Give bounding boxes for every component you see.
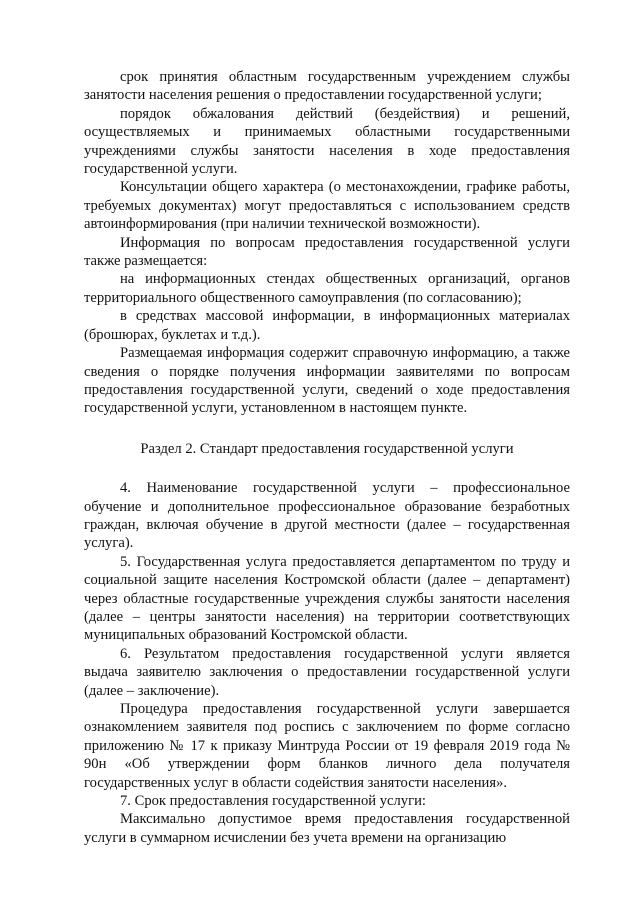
paragraph-info-stands: на информационных стендах общественных организаций, органов территориального общественного самоуправления (по согласованию); bbox=[84, 271, 570, 306]
paragraph-service-name: 4. Наименование государственной услуги – профессиональное обучение и дополнительное профессиональное образование безработных граждан, включая обучение в другой местности (далее – государственная услуга). bbox=[84, 480, 570, 552]
paragraph-procedure-completion: Процедура предоставления государственной услуги завершается ознакомлением заявителя под роспись с заключением по форме согласно приложению № 17 к приказу Минтруда России от 19 февраля 2019 года № 90н «Об утверждении форм бланков личного дела получателя государственных услуг в области содействия занятости населения». bbox=[84, 701, 570, 791]
paragraph-posted-info: Размещаемая информация содержит справочную информацию, а также сведения о порядке получения информации заявителями по вопросам предоставления государственной услуги, сведений о ходе предоставления государственной услуги, установленном в настоящем пункте. bbox=[84, 345, 570, 417]
paragraph-service-provider: 5. Государственная услуга предоставляется департаментом по труду и социальной защите населения Костромской области (далее – департамент) через областные государственные учреждения службы занятости населения (далее – центры занятости населения) на территории соответствующих муниципальных образований Костромской области. bbox=[84, 553, 570, 644]
paragraph-max-time: Максимально допустимое время предоставления государственной услуги в суммарном исчислении без учета времени на организацию bbox=[84, 811, 570, 846]
paragraph-info-placement: Информация по вопросам предоставления государственной услуги также размещается: bbox=[84, 234, 570, 270]
section-heading: Раздел 2. Стандарт предоставления государственной услуги bbox=[140, 440, 514, 457]
paragraph-general-consultations: Консультации общего характера (о местонахождении, графике работы, требуемых документах) могут предоставляться с использованием средств автоинформирования (при наличии технической возможности). bbox=[84, 179, 570, 233]
paragraph-appeal-procedure: порядок обжалования действий (бездействия) и решений, осуществляемых и принимаемых областными государственными учреждениями службы занятости населения в ходе предоставления государственной услуги. bbox=[84, 105, 570, 178]
paragraph-decision-deadline: срок принятия областным государственным учреждением службы занятости населения решения о предоставлении государственной услуги; bbox=[84, 69, 570, 104]
document-page bbox=[84, 68, 570, 847]
paragraph-service-term: 7. Срок предоставления государственной услуги: bbox=[120, 793, 426, 810]
paragraph-mass-media: в средствах массовой информации, в информационных материалах (брошюрах, буклетах и т.д.). bbox=[84, 308, 570, 343]
paragraph-service-result: 6. Результатом предоставления государственной услуги является выдача заявителю заключения о предоставлении государственной услуги (далее – заключение). bbox=[84, 645, 570, 699]
